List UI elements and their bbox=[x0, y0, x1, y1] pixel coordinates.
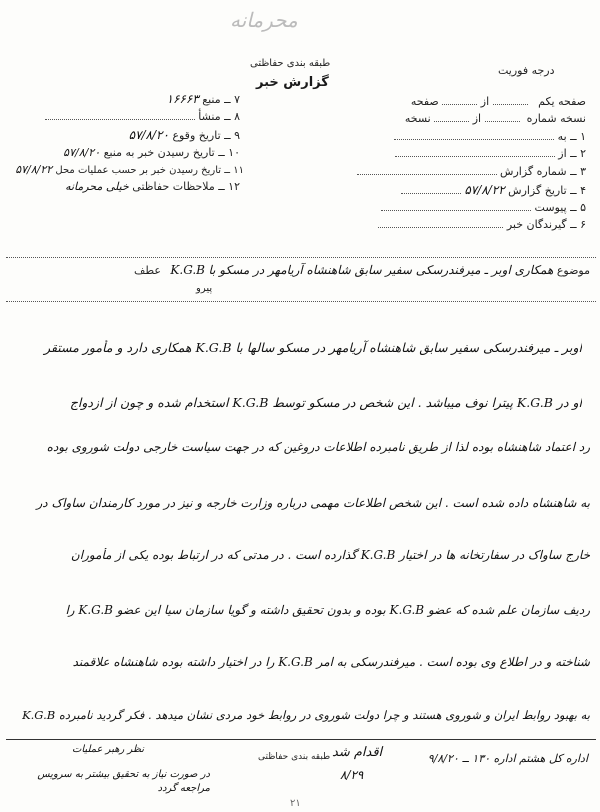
footer-action-date: ۸/۲۹ bbox=[340, 768, 364, 782]
body-line-4: به شاهنشاه داده شده است . این شخص اطلاعات مهمی درباره وزارت خارجه و نیز در مورد کارمندان ساواک در bbox=[36, 496, 590, 510]
footer-rule bbox=[6, 738, 596, 740]
ref-sub-label: پیرو bbox=[196, 283, 213, 294]
body-line-1: اوبر ـ میرفندرسکی سفیر سابق شاهنشاه آریامهر در مسکو سالها با K.G.B همکاری دارد و مأمور مستقر bbox=[44, 340, 582, 355]
footer-left-note: در صورت نیاز به تحقیق بیشتر به سرویس مراجعه گردد bbox=[37, 769, 210, 794]
subject-text: همکاری اوبر ـ میرفندرسکی سفیر سابق شاهنشاه آریامهر در مسکو با bbox=[208, 263, 554, 277]
field-security-notes: ۱۲ ــ ملاحظات حفاظتی خیلی محرمانه bbox=[65, 180, 240, 193]
classification-stamp: محرمانه bbox=[230, 8, 298, 32]
footer-left-heading: نظر رهبر عملیات bbox=[71, 744, 145, 755]
separator-line bbox=[6, 256, 596, 258]
priority-label: درجه فوریت bbox=[498, 64, 555, 77]
subject-label: موضوع bbox=[556, 264, 590, 277]
ref-label: عطف bbox=[133, 264, 161, 277]
page-number: ۲۱ bbox=[290, 798, 301, 809]
subject-underline bbox=[6, 300, 596, 302]
report-title: گزارش خبر bbox=[256, 75, 329, 90]
field-occurrence-date: ۹ ــ تاریخ وقوع ۵۷/۸/۲۰ bbox=[128, 128, 240, 142]
field-recipients: ۶ ــ گیرندگان خبر bbox=[378, 218, 586, 231]
field-origin: ۸ ــ منشأ bbox=[8, 110, 240, 123]
body-line-7: شناخته و در اطلاع وی بوده است . میرفندرسکی به امر K.G.B را در اختیار داشته بوده شاهنشاه علاقمند bbox=[72, 655, 590, 669]
field-from: ۲ ــ از bbox=[395, 147, 586, 160]
field-source-receipt-date: ۱۰ ــ تاریخ رسیدن خبر به منبع ۵۷/۸/۲۰ bbox=[63, 146, 240, 159]
subject-kgb: K.G.B bbox=[170, 263, 205, 277]
body-line-2: او در K.G.B پیترا نوف میباشد . این شخص در مسکو توسط K.G.B استخدام شده و چون از ازدواج bbox=[69, 395, 582, 410]
footer-office-ref: اداره کل هشتم اداره ۱۳۰ ــ ۹/۸/۲۰ bbox=[427, 752, 588, 765]
field-to: ۱ ــ به bbox=[394, 130, 586, 143]
classification-label: طبقه بندی حفاظتی bbox=[250, 58, 331, 69]
footer-classification-label: طبقه بندی حفاظتی bbox=[258, 752, 331, 762]
field-report-date: ۴ ــ تاریخ گزارش ۵۷/۸/۲۲ bbox=[401, 183, 586, 197]
field-source: ۷ ــ منبع ۱۶۶۶۳ bbox=[166, 92, 240, 106]
footer-action-status: اقدام شد bbox=[332, 745, 383, 760]
field-attachment: ۵ ــ پیوست bbox=[381, 201, 586, 214]
body-line-3: رد اعتماد شاهنشاه بوده لذا از طریق نامبرده اطلاعات دروغین که در جهت سیاست خارجی دولت شوروی بوده bbox=[46, 440, 590, 454]
field-page: صفحه یکم از صفحه bbox=[410, 95, 586, 108]
field-copy: نسخه شماره از نسخه bbox=[404, 112, 586, 125]
body-line-8: به بهبود روابط ایران و شوروی هستند و چرا دولت شوروی در روابط خود مردی نشان میدهد . فکر گردید نامبرده K.G.B bbox=[22, 708, 590, 722]
subject-line bbox=[10, 263, 590, 277]
field-report-number: ۳ ــ شماره گزارش bbox=[357, 165, 586, 178]
body-line-5: خارج ساواک در سفارتخانه ها در اختیار K.G.B گذارده است . در مدتی که در ارتباط بوده یکی از مأموران bbox=[70, 548, 590, 562]
field-local-receipt-date: ۱۱ ــ تاریخ رسیدن خبر بر حسب عملیات محل ۵۷/۸/۲۲ bbox=[15, 163, 244, 176]
body-line-6: ردیف سازمان علم شده که عضو K.G.B بوده و بدون تحقیق داشته و گویا سازمان سیا این عضو K.G.B را bbox=[65, 603, 590, 617]
